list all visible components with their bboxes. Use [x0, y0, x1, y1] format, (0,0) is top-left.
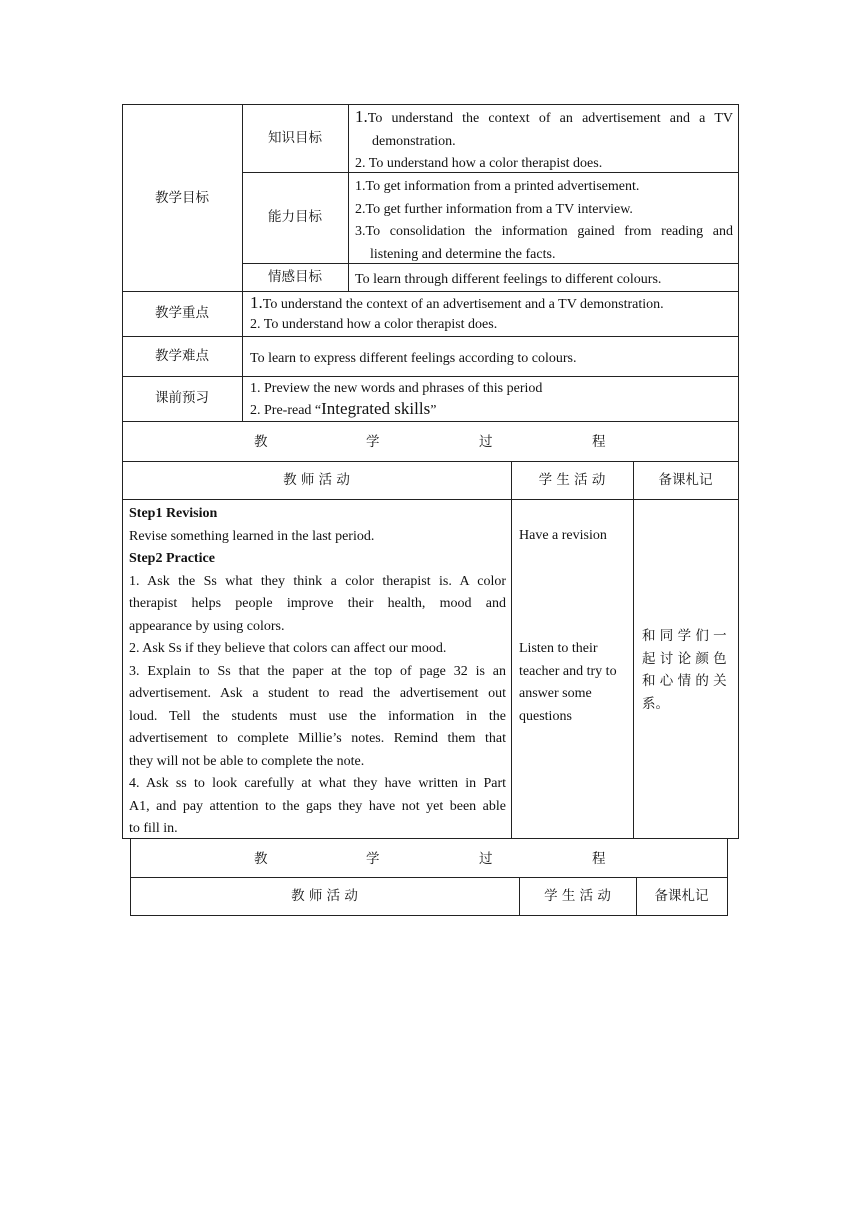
emotion-goal-label: 情感目标	[268, 268, 322, 285]
item4-line: 4. Ask ss to look carefully at what they have written in Part	[129, 776, 506, 791]
key-points-label: 教学重点	[155, 305, 209, 322]
ability-goal-line3-cont: listening and determine the facts.	[370, 246, 556, 262]
student-listen	[519, 638, 631, 728]
item3-line: 3. Explain to Ss that the paper at the top of page 32 is an	[129, 663, 506, 679]
difficulties-text: To learn to express different feelings according to colours.	[250, 351, 577, 366]
ability-goal-label: 能力目标	[268, 209, 322, 226]
student-revision: Have a revision	[519, 528, 607, 543]
student-listen-line: answer some	[519, 686, 592, 701]
ability-goal-line1: 1.To get information from a printed advertisement.	[355, 179, 640, 194]
ability-goal-text	[355, 176, 733, 266]
notes-line: 起 讨 论 颜 色	[642, 650, 727, 667]
knowledge-goal-text	[355, 106, 733, 176]
item4-line: to fill in.	[129, 821, 178, 836]
notes-line: 和 同 学 们 一	[642, 628, 727, 644]
process-char: 教	[254, 434, 268, 450]
emotion-goal-text: To learn through different feelings to different colours.	[355, 272, 662, 287]
process-heading	[122, 421, 739, 461]
item2-line: 2. Ask Ss if they believe that colors can affect our mood.	[129, 641, 447, 656]
knowledge-goal-line2: 2. To understand how a color therapist does.	[355, 156, 603, 171]
preview-line1: 1. Preview the new words and phrases of this period	[250, 381, 543, 396]
teacher-activities	[129, 503, 506, 841]
key-points-line2: 2. To understand how a color therapist does.	[250, 317, 498, 332]
notes-header-2: 备课札记	[654, 887, 709, 904]
grid-line	[511, 461, 512, 839]
key-points-text	[250, 293, 735, 335]
grid-line	[130, 915, 728, 916]
process-char: 过	[479, 851, 493, 867]
table-border-right	[738, 104, 739, 839]
process-heading-2	[130, 838, 728, 877]
item1-line: appearance by using colors.	[129, 618, 285, 634]
step1-text: Revise something learned in the last period.	[129, 528, 375, 544]
item3-line: advertisement. Ask a student to read the advertisement out	[129, 686, 506, 701]
knowledge-goal-label: 知识目标	[268, 129, 322, 146]
preview-line2: 2. Pre-read “Integrated skills”	[250, 399, 437, 418]
teacher-activity-header-2: 教 师 活 动	[291, 887, 358, 904]
objectives-label: 教学目标	[155, 189, 209, 206]
process-char: 学	[366, 851, 380, 867]
student-listen-line: Listen to their	[519, 641, 598, 656]
student-listen-line: teacher and try to	[519, 663, 617, 679]
preview-text	[250, 379, 735, 421]
knowledge-goal-line1-cont: demonstration.	[372, 133, 456, 149]
knowledge-goal-line1: 1.To understand the context of an advertisement and a TV	[355, 107, 733, 126]
step2-title: Step2 Practice	[129, 551, 215, 566]
process-char: 学	[366, 434, 380, 450]
process-char: 程	[592, 851, 606, 867]
item1-line: therapist helps people improve their health, mood and	[129, 596, 506, 611]
item3-line: loud. Tell the students must use the information in the	[129, 708, 506, 724]
grid-line	[348, 104, 349, 292]
key-points-line1: 1.To understand the context of an advertisement and a TV demonstration.	[250, 293, 664, 312]
teacher-activity-header: 教 师 活 动	[283, 471, 350, 488]
process-char: 程	[592, 434, 606, 450]
process-char: 过	[479, 434, 493, 450]
student-activity-header-2: 学 生 活 动	[544, 887, 611, 904]
grid-line	[633, 461, 634, 839]
grid-line	[122, 499, 739, 500]
notes-header: 备课札记	[658, 471, 713, 488]
ability-goal-line2: 2.To get further information from a TV interview.	[355, 201, 633, 217]
item3-line: advertisement to complete Millie’s notes. Remind them that	[129, 731, 506, 746]
notes-line: 系。	[642, 695, 669, 712]
step1-title: Step1 Revision	[129, 506, 218, 521]
item3-line: they will not be able to complete the note.	[129, 753, 365, 769]
difficulties-label: 教学难点	[155, 347, 209, 364]
item1-line: 1. Ask the Ss what they think a color therapist is. A color	[129, 573, 506, 589]
notes-line: 和 心 情 的 关	[642, 673, 727, 689]
ability-goal-line3: 3.To consolidation the information gained from reading and	[355, 224, 733, 239]
student-activity-header: 学 生 活 动	[538, 471, 606, 488]
notes-text	[642, 625, 736, 715]
preview-label: 课前预习	[155, 390, 209, 407]
process-char: 教	[254, 851, 268, 867]
student-listen-line: questions	[519, 708, 572, 724]
item4-line: A1, and pay attention to the gaps they have not yet been able	[129, 798, 506, 814]
